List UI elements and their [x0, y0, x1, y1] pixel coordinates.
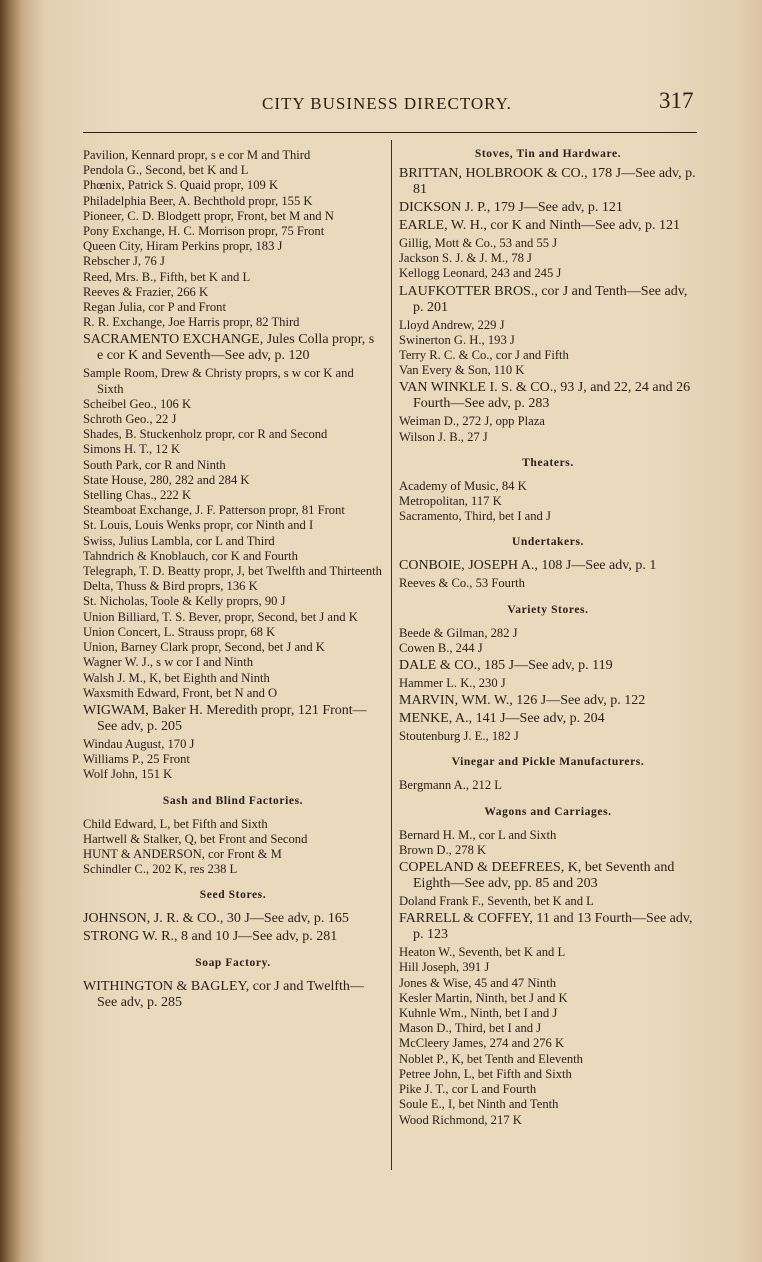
directory-entry: Waxsmith Edward, Front, bet N and O	[83, 685, 278, 700]
directory-entry: Walsh J. M., K, bet Eighth and Ninth	[83, 670, 270, 685]
directory-entry: Stelling Chas., 222 K	[83, 488, 192, 503]
directory-entry: Cowen B., 244 J	[399, 640, 483, 655]
page-number: 317	[659, 88, 694, 113]
directory-entry: Gillig, Mott & Co., 53 and 55 J	[399, 236, 558, 250]
directory-entry: Soule E., I, bet Ninth and Tenth	[399, 1097, 559, 1112]
directory-entry: Simons H. T., 12 K	[83, 442, 181, 457]
directory-entry: Sample Room, Drew & Christy proprs, s w cor K and Sixth	[83, 366, 354, 396]
directory-entry: McCleery James, 274 and 276 K	[399, 1036, 565, 1051]
column-divider	[391, 140, 392, 1170]
directory-entry: South Park, cor R and Ninth	[83, 457, 226, 472]
directory-entry: Delta, Thuss & Bird proprs, 136 K	[83, 579, 258, 594]
directory-entry: Pendola G., Second, bet K and L	[83, 163, 249, 178]
section-heading: Stoves, Tin and Hardware.	[474, 148, 622, 160]
directory-entry: Lloyd Andrew, 229 J	[399, 317, 505, 332]
section-heading: Vinegar and Pickle Manufacturers.	[451, 756, 645, 769]
directory-entry: Doland Frank F., Seventh, bet K and L	[399, 894, 594, 909]
directory-entry-advertiser: CONBOIE, JOSEPH A., 108 J—See adv, p. 1	[399, 558, 657, 574]
directory-entry: Philadelphia Beer, A. Bechthold propr, 155 K	[83, 193, 313, 208]
section-heading: Wagons and Carriages.	[484, 805, 612, 818]
directory-entry: Swinerton G. H., 193 J	[399, 332, 515, 347]
directory-entry-advertiser: BRITTAN, HOLBROOK & CO., 178 J—See adv, p. 81	[399, 166, 696, 197]
directory-entry: HUNT & ANDERSON, cor Front & M	[83, 846, 282, 861]
directory-entry: Steamboat Exchange, J. F. Patterson propr, 81 Front	[83, 503, 345, 518]
section-heading: Theaters.	[522, 456, 574, 469]
page-header	[0, 88, 762, 118]
directory-entry: Wagner W. J., s w cor I and Ninth	[83, 655, 254, 670]
directory-entry: Reed, Mrs. B., Fifth, bet K and L	[83, 269, 251, 284]
section-heading: Sash and Blind Factories.	[162, 794, 304, 807]
directory-entry: Mason D., Third, bet I and J	[399, 1021, 542, 1036]
header-rule	[83, 132, 697, 133]
page-title: CITY BUSINESS DIRECTORY.	[262, 94, 512, 113]
directory-entry-advertiser: COPELAND & DEEFREES, K, bet Seventh and Eighth—See adv, pp. 85 and 203	[399, 860, 675, 892]
directory-entry: Petree John, L, bet Fifth and Sixth	[399, 1066, 572, 1081]
section-heading: Seed Stores.	[199, 889, 267, 902]
directory-entry: Noblet P., K, bet Tenth and Eleventh	[399, 1051, 583, 1066]
directory-entry: Union Billiard, T. S. Bever, propr, Second, bet J and K	[83, 609, 358, 624]
directory-entry: Reeves & Co., 53 Fourth	[399, 576, 525, 591]
directory-entry: Union, Barney Clark propr, Second, bet J and K	[83, 640, 325, 655]
directory-entry: Pioneer, C. D. Blodgett propr, Front, bet M and N	[83, 208, 334, 223]
directory-entry: St. Louis, Louis Wenks propr, cor Ninth and I	[83, 518, 314, 533]
directory-entry: Regan Julia, cor P and Front	[83, 300, 226, 315]
directory-entry: Van Every & Son, 110 K	[399, 363, 525, 378]
directory-entry: Jones & Wise, 45 and 47 Ninth	[399, 975, 557, 990]
directory-entry: Stoutenburg J. E., 182 J	[399, 729, 519, 744]
directory-entry-advertiser: LAUFKOTTER BROS., cor J and Tenth—See adv, p. 201	[399, 283, 688, 315]
directory-entry: Schroth Geo., 22 J	[83, 412, 177, 427]
directory-entry-advertiser: VAN WINKLE I. S. & CO., 93 J, and 22, 24 and 26 Fourth—See adv, p. 283	[399, 380, 691, 412]
directory-entry: Beede & Gilman, 282 J	[399, 625, 518, 640]
directory-entry: Wilson J. B., 27 J	[399, 429, 488, 444]
directory-entry: State House, 280, 282 and 284 K	[83, 472, 250, 487]
right-column	[399, 148, 697, 1128]
directory-entry: R. R. Exchange, Joe Harris propr, 82 Third	[83, 315, 300, 330]
directory-entry: Scheibel Geo., 106 K	[83, 396, 192, 411]
directory-entry: St. Nicholas, Toole & Kelly proprs, 90 J	[83, 594, 286, 609]
directory-entry: Pavilion, Kennard propr, s e cor M and Third	[83, 148, 311, 162]
directory-entry: Jackson S. J. & J. M., 78 J	[399, 251, 532, 266]
directory-entry: Tahndrich & Knoblauch, cor K and Fourth	[83, 548, 298, 563]
directory-entry-advertiser: WIGWAM, Baker H. Meredith propr, 121 Front—See adv, p. 205	[83, 702, 367, 734]
directory-entry: Wood Richmond, 217 K	[399, 1112, 522, 1127]
directory-entry: Wolf John, 151 K	[83, 767, 173, 782]
directory-entry: Rebscher J, 76 J	[83, 254, 165, 269]
directory-entry: Windau August, 170 J	[83, 736, 195, 751]
section-heading: Soap Factory.	[195, 957, 271, 970]
directory-entry: Union Concert, L. Strauss propr, 68 K	[83, 624, 276, 639]
directory-entry: Bernard H. M., cor L and Sixth	[399, 827, 557, 842]
directory-entry: Williams P., 25 Front	[83, 752, 190, 767]
directory-entry: Bergmann A., 212 L	[399, 778, 502, 793]
directory-entry-advertiser: FARRELL & COFFEY, 11 and 13 Fourth—See adv, p. 123	[399, 911, 693, 943]
directory-entry: Telegraph, T. D. Beatty propr, J, bet Twelfth and Thirteenth	[83, 564, 382, 579]
directory-entry-advertiser: DICKSON J. P., 179 J—See adv, p. 121	[399, 200, 623, 215]
directory-entry: Brown D., 278 K	[399, 842, 487, 857]
directory-entry: Pike J. T., cor L and Fourth	[399, 1082, 537, 1097]
directory-entry: Hill Joseph, 391 J	[399, 960, 490, 975]
directory-entry-advertiser: WITHINGTON & BAGLEY, cor J and Twelfth—See adv, p. 285	[83, 979, 364, 1011]
section-heading: Variety Stores.	[507, 603, 589, 616]
directory-entry: Hartwell & Stalker, Q, bet Front and Second	[83, 831, 308, 846]
directory-entry-advertiser: JOHNSON, J. R. & CO., 30 J—See adv, p. 165	[83, 911, 349, 927]
directory-entry-advertiser: MENKE, A., 141 J—See adv, p. 204	[399, 711, 605, 727]
directory-entry: Hammer L. K., 230 J	[399, 676, 506, 691]
directory-entry: Kellogg Leonard, 243 and 245 J	[399, 266, 562, 281]
directory-entry-advertiser: MARVIN, WM. W., 126 J—See adv, p. 122	[399, 693, 646, 709]
directory-entry: Schindler C., 202 K, res 238 L	[83, 862, 238, 877]
directory-entry: Pony Exchange, H. C. Morrison propr, 75 Front	[83, 224, 325, 239]
directory-entry: Swiss, Julius Lambla, cor L and Third	[83, 533, 275, 548]
directory-entry: Kuhnle Wm., Ninth, bet I and J	[399, 1006, 558, 1021]
directory-entry: Shades, B. Stuckenholz propr, cor R and Second	[83, 427, 328, 442]
directory-entry: Sacramento, Third, bet I and J	[399, 509, 551, 524]
section-heading: Undertakers.	[511, 536, 585, 549]
directory-entry: Heaton W., Seventh, bet K and L	[399, 945, 566, 960]
left-column	[83, 148, 383, 1013]
directory-entry-advertiser: DALE & CO., 185 J—See adv, p. 119	[399, 658, 613, 674]
directory-entry: Academy of Music, 84 K	[399, 478, 527, 493]
directory-entry: Terry R. C. & Co., cor J and Fifth	[399, 348, 569, 363]
directory-entry: Child Edward, L, bet Fifth and Sixth	[83, 816, 268, 831]
directory-entry: Queen City, Hiram Perkins propr, 183 J	[83, 239, 283, 254]
directory-entry-advertiser: STRONG W. R., 8 and 10 J—See adv, p. 281	[83, 929, 338, 945]
directory-entry-advertiser: SACRAMENTO EXCHANGE, Jules Colla propr, s e cor K and Seventh—See adv, p. 120	[83, 332, 375, 364]
directory-entry: Reeves & Frazier, 266 K	[83, 284, 209, 299]
directory-entry: Weiman D., 272 J, opp Plaza	[399, 414, 545, 429]
directory-entry: Kesler Martin, Ninth, bet J and K	[399, 990, 568, 1005]
directory-entry-advertiser: EARLE, W. H., cor K and Ninth—See adv, p. 121	[399, 218, 680, 233]
directory-entry: Phœnix, Patrick S. Quaid propr, 109 K	[83, 178, 279, 193]
directory-entry: Metropolitan, 117 K	[399, 494, 502, 509]
